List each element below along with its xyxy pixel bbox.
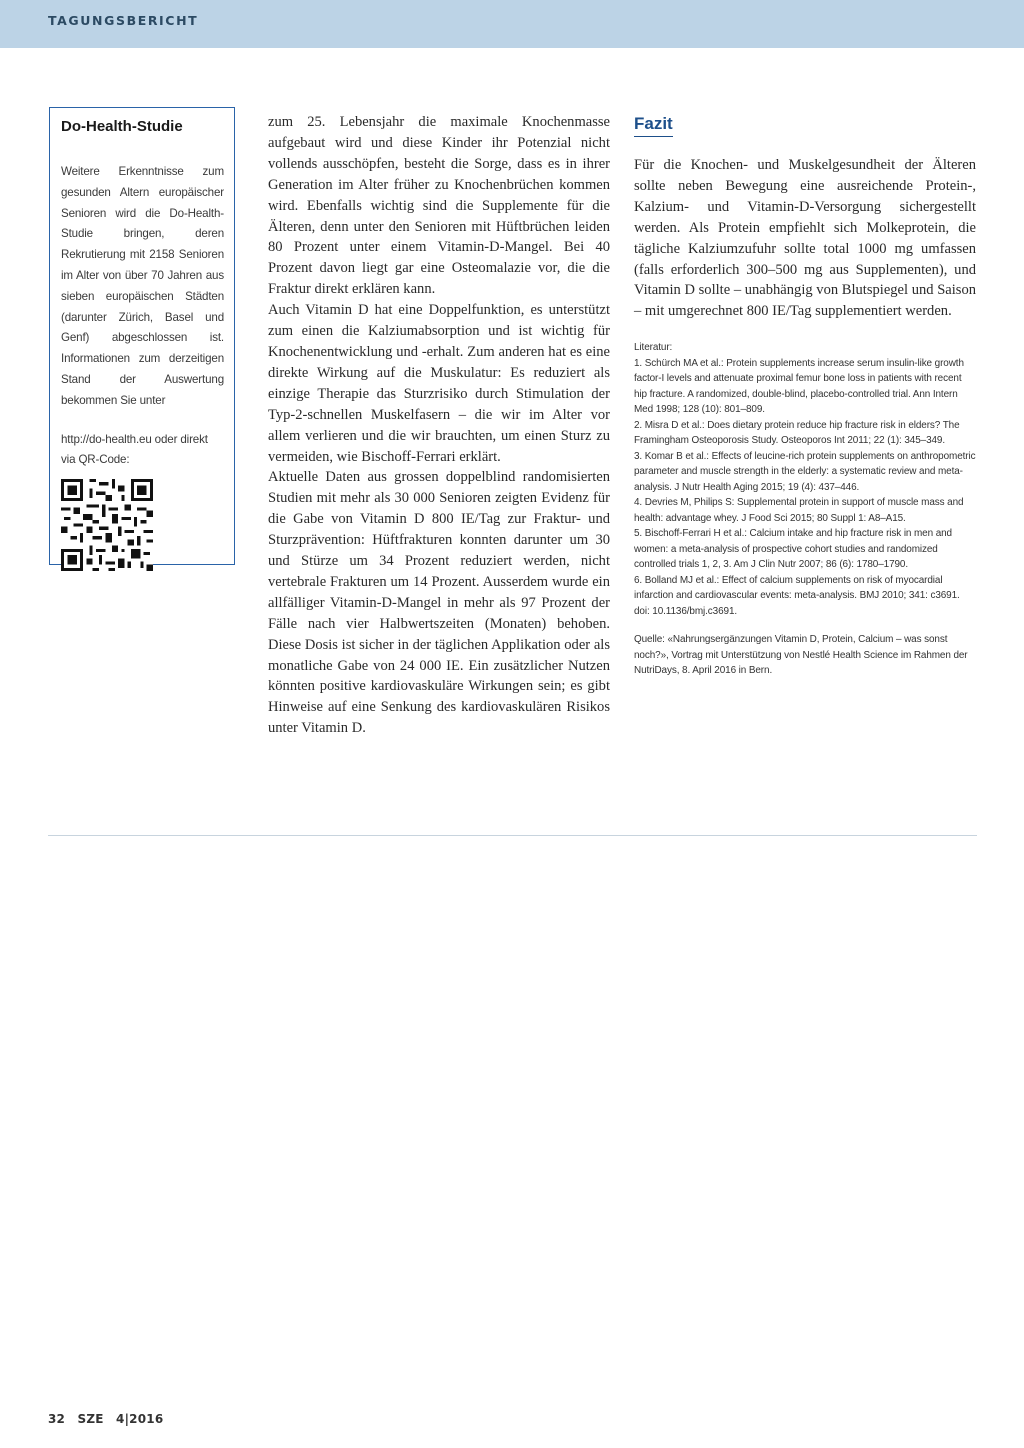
literature-item: 1. Schürch MA et al.: Protein supplements increase serum insulin-like growth factor-I levels and attenuate proximal femur bone loss in patients with recent hip fracture. A randomized, double-blind, placebo-controlled trial. Ann Intern Med 1998; 128 (10): 801–809. [634, 357, 964, 416]
literature-item: 4. Devries M, Philips S: Supplemental protein in support of muscle mass and health: advantage whey. J Food Sci 2015; 80 Suppl 1: A8–A15. [634, 497, 964, 524]
header-band [0, 0, 1024, 48]
page-footer [48, 1412, 171, 1426]
qr-code-icon[interactable] [61, 479, 153, 571]
infobox-body: Weitere Erkenntnisse zum gesunden Altern europäischer Senioren wird die Do-Health-Studie bringen, deren Rekrutierung mit 2158 Senioren im Alter von über 70 Jahren aus sieben europäischen Städten (darunter Zürich, Basel und Genf) abgeschlossen ist. Informationen zum derzeitigen Stand der Auswertung bekommen Sie unter [61, 165, 224, 407]
infobox-link[interactable]: http://do-health.eu oder direkt via QR-Code: [61, 432, 208, 467]
issue-number: 4|2016 [116, 1412, 164, 1426]
literature-item: 2. Misra D et al.: Does dietary protein reduce hip fracture risk in elders? The Framingham Osteoporosis Study. Osteoporos Int 2011; 22 (1): 345–349. [634, 419, 960, 447]
page-number: 32 [48, 1412, 66, 1426]
do-health-infobox [49, 107, 235, 565]
main-text-column [268, 112, 610, 739]
fazit-heading: Fazit [634, 114, 673, 137]
journal-name: SZE [77, 1412, 104, 1426]
literature-item: 6. Bolland MJ et al.: Effect of calcium supplements on risk of myocardial infarction and cardiovascular events: meta-analysis. BMJ 2010; 341: c3691. doi: 10.1136/bmj.c3691. [634, 574, 960, 617]
main-paragraph: Aktuelle Daten aus grossen doppelblind randomisierten Studien mit mehr als 30 000 Senioren zeigten Evidenz für die Gabe von Vitamin D 800 IE/Tag zur Fraktur- und Sturzprävention: Hüftfrakturen konnten darunter um 30 und Stürze um 34 Prozent reduziert werden, nicht vertebrale Frakturen um 14 Prozent. Ausserdem wurde ein allfälliger Vitamin-D-Mangel in mehr als 97 Prozent der Fälle nach vier Halbwertszeiten (Monaten) behoben. Diese Dosis ist sicher in der täglichen Applikation oder als monatliche Gabe von 24 000 IE. Ein zusätzlicher Nutzen könnten positive kardiovaskuläre Wirkungen sein; es gibt Hinweise auf eine Senkung des kardiovaskulären Risikos unter Vitamin D. [268, 469, 610, 737]
horizontal-rule [48, 835, 977, 836]
literature-item: 3. Komar B et al.: Effects of leucine-rich protein supplements on anthropometric parameter and muscle strength in the elderly: a systematic review and meta-analysis. J Nutr Health Aging 2015; 19 (4): 437–446. [634, 450, 976, 493]
infobox-title: Do-Health-Studie [61, 118, 183, 135]
main-paragraph: zum 25. Lebensjahr die maximale Knochenmasse aufgebaut wird und diese Kinder ihr Potenzial nicht vollends ausschöpfen, besteht die Sorge, dass es in ihrer Generation im Alter früher zu Knochenbrüchen kommen wird. Ebenfalls wichtig sind die Supplemente für die Älteren, denn unter den Senioren mit Hüftbrüchen leiden 80 Prozent unter einem Vitamin-D-Mangel. Bei 40 Prozent davon liegt gar eine Osteomalazie vor, die die Fraktur direkt erklären kann. [268, 114, 610, 298]
literature-item: 5. Bischoff-Ferrari H et al.: Calcium intake and hip fracture risk in men and women: a meta-analysis of prospective cohort studies and randomized controlled trials 1, 2, 3. Am J Clin Nutr 2007; 86 (6): 1780–1790. [634, 528, 952, 571]
fazit-body: Für die Knochen- und Muskelgesundheit der Älteren sollte neben Bewegung eine ausreichende Protein-, Kalzium- und Vitamin-D-Versorgung sichergestellt werden. Als Protein empfiehlt sich Molkeprotein, die tägliche Kalziumzufuhr sollte total 1000 mg umfassen (falls erforderlich 300–500 mg aus Supplementen), und Vitamin D sollte – unabhängig von Blutspiegel und Saison – mit umgerechnet 800 IE/Tag supplementiert werden. [634, 157, 976, 320]
section-label: TAGUNGSBERICHT [48, 13, 199, 28]
source-note: Quelle: «Nahrungsergänzungen Vitamin D, Protein, Calcium – was sonst noch?», Vortrag mit Unterstützung von Nestlé Health Science im Rahmen der NutriDays, 8. April 2016 in Bern. [634, 634, 968, 677]
literature-heading: Literatur: [634, 342, 673, 354]
fazit-column [634, 114, 976, 679]
main-paragraph: Auch Vitamin D hat eine Doppelfunktion, es unterstützt zum einen die Kalziumabsorption und ist wichtig für Knochenentwicklung und -erhalt. Zum anderen hat es eine direkte Wirkung auf die Muskulatur: Es reduziert als einzige Therapie das Sturzrisiko durch Stimulation der Typ-2-schnellen Muskelfasern – die wir im Alter vor allem verlieren und die wir brauchten, um einen Sturz zu vermeiden, wie Bischoff-Ferrari erklärt. [268, 302, 610, 465]
